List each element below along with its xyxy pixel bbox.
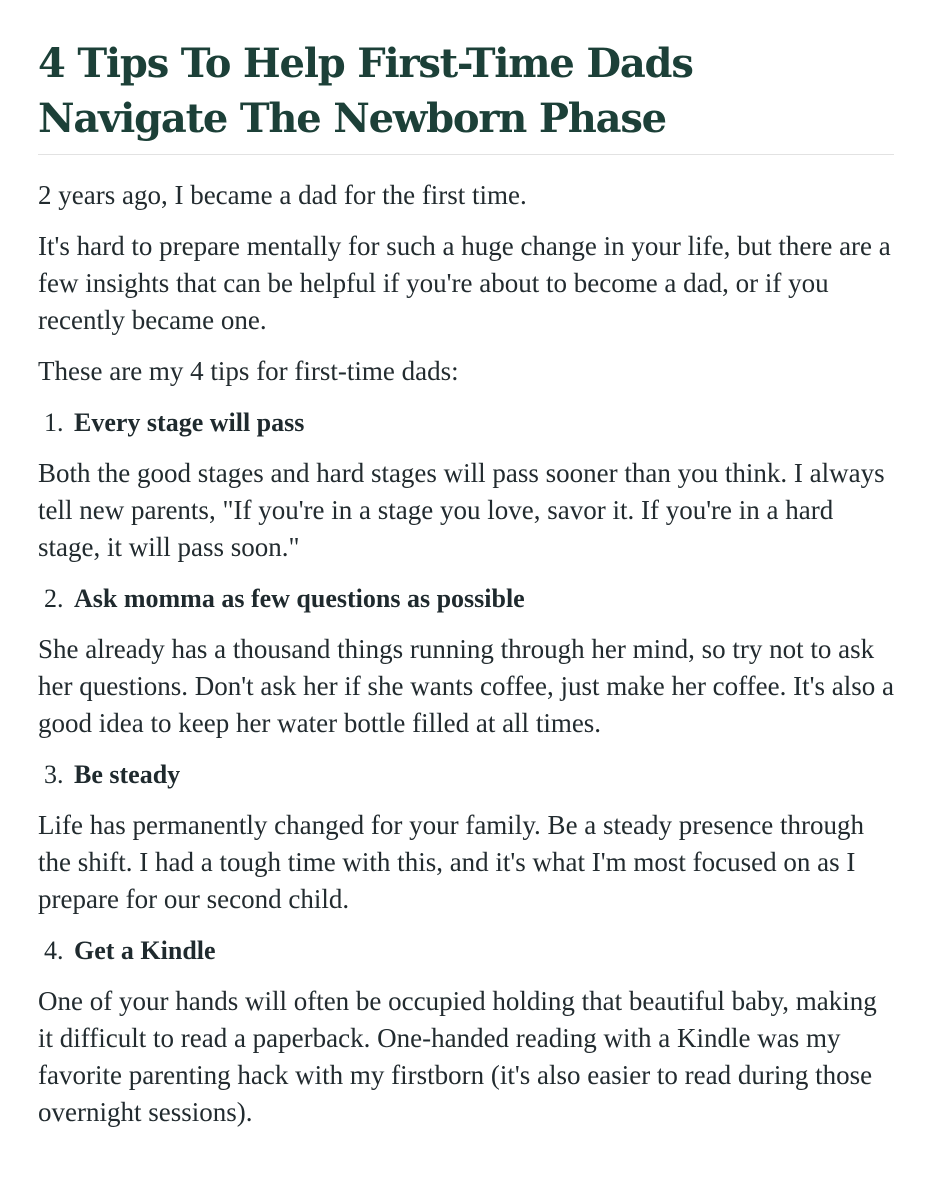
tip-number: 2. [44, 584, 64, 613]
tip-title: Ask momma as few questions as possible [74, 584, 525, 613]
tip-heading [38, 932, 894, 969]
tip-heading [38, 404, 894, 441]
tip-body: One of your hands will often be occupied holding that beautiful baby, making it difficult to read a paperback. One-handed reading with a Kindle was my favorite parenting hack with my firstborn (it's also easier to read during those overnight sessions). [38, 986, 877, 1127]
tip-number: 1. [44, 408, 64, 437]
intro-paragraph: It's hard to prepare mentally for such a huge change in your life, but there are a few insights that can be helpful if you're about to become a dad, or if you recently became one. [38, 231, 891, 335]
tip-body: Life has permanently changed for your family. Be a steady presence through the shift. I had a tough time with this, and it's what I'm most focused on as I prepare for our second child. [38, 810, 864, 914]
intro-paragraph: These are my 4 tips for first-time dads: [38, 356, 459, 386]
tip-body: Both the good stages and hard stages will pass sooner than you think. I always tell new parents, "If you're in a stage you love, savor it. If you're in a hard stage, it will pass soon." [38, 458, 885, 562]
tip-heading [38, 580, 894, 617]
tip-number: 3. [44, 760, 64, 789]
tip-heading [38, 756, 894, 793]
article [38, 36, 894, 1131]
tip-title: Get a Kindle [74, 936, 216, 965]
article-title: 4 Tips To Help First-Time Dads Navigate The Newborn Phase [38, 36, 894, 155]
intro-paragraph: 2 years ago, I became a dad for the first time. [38, 180, 527, 210]
tip-title: Every stage will pass [74, 408, 305, 437]
tip-number: 4. [44, 936, 64, 965]
tip-title: Be steady [74, 760, 181, 789]
tip-body: She already has a thousand things running through her mind, so try not to ask her questions. Don't ask her if she wants coffee, just make her coffee. It's also a good idea to keep her water bottle filled at all times. [38, 634, 894, 738]
